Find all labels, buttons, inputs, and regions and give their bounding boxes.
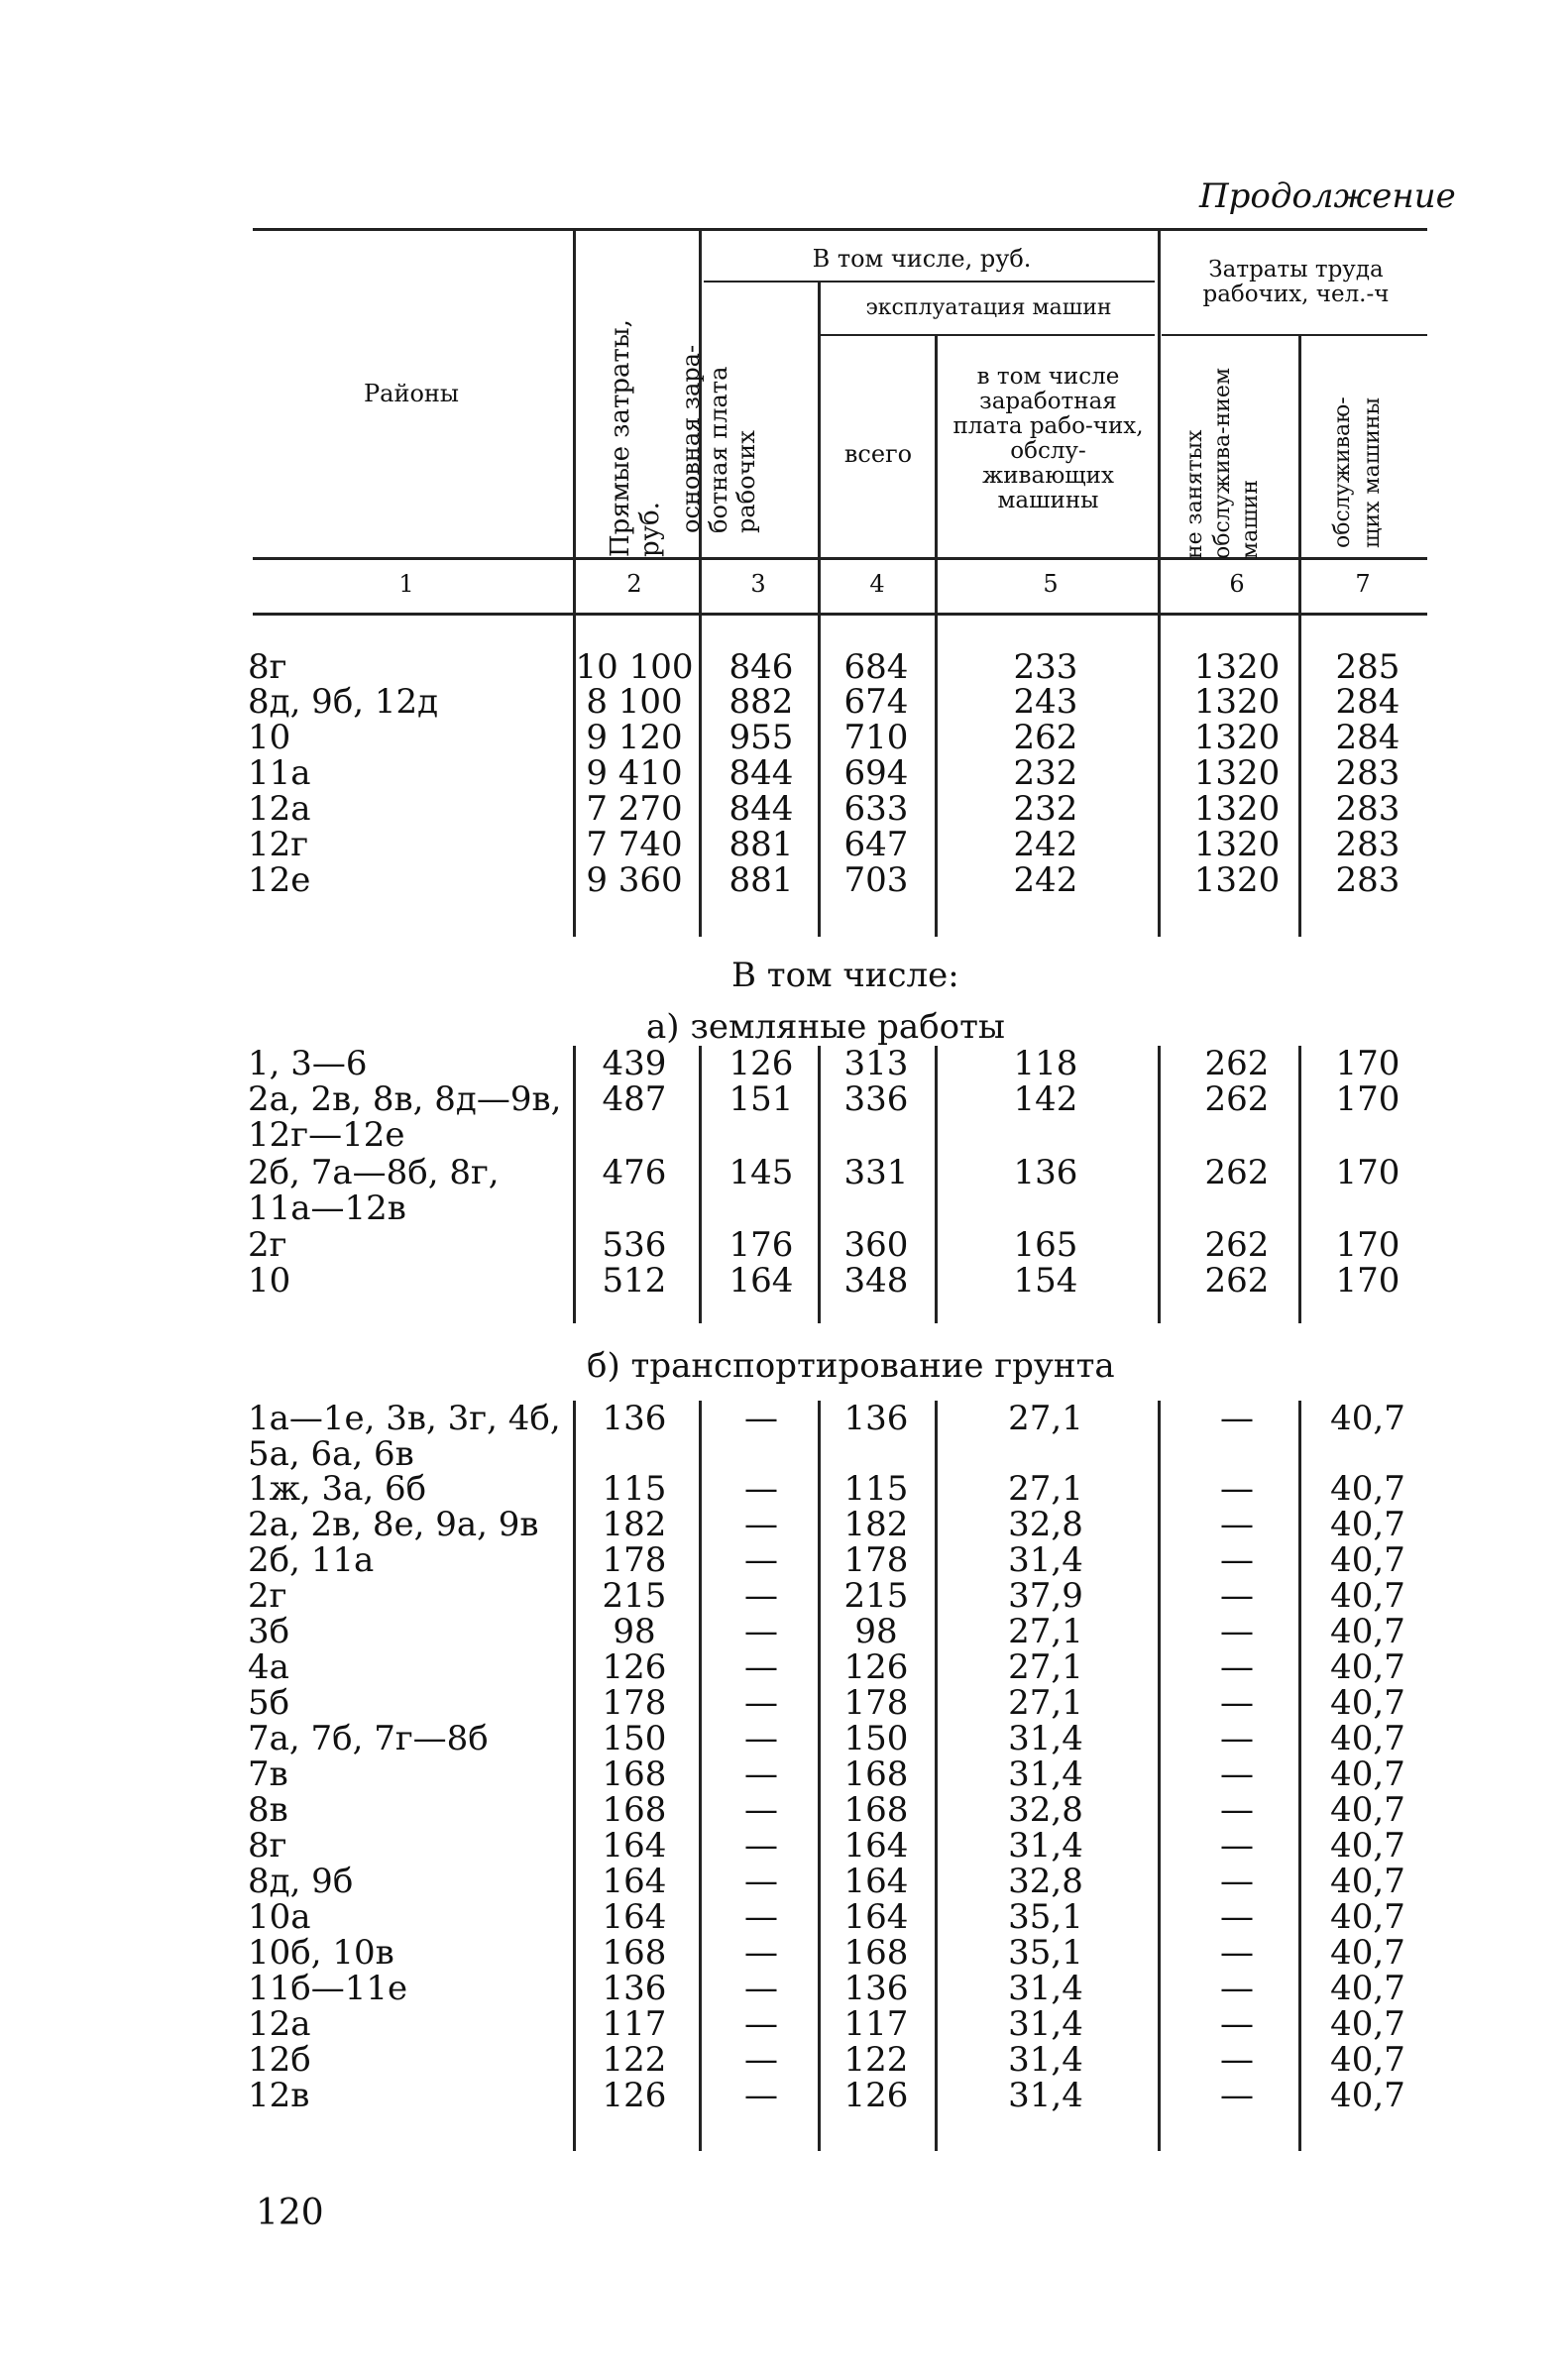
table-cell-c6: — — [1220, 1754, 1254, 1794]
header-not-busy: не занятых обслужива-нием машин — [1182, 367, 1263, 559]
table-cell-c2: 164 — [602, 1897, 667, 1937]
table-row-region: 8в — [248, 1790, 288, 1830]
table-cell-c7: 283 — [1335, 789, 1400, 829]
section-title-incl: В том числе: — [731, 956, 959, 995]
header-vline-3 — [818, 281, 821, 613]
table-cell-c7: 40,7 — [1330, 1576, 1405, 1616]
table-cell-c2: 9 360 — [586, 860, 683, 900]
table-cell-c4: 164 — [843, 1897, 909, 1937]
col-number-6: 6 — [1229, 570, 1245, 598]
table-cell-c7: 40,7 — [1330, 1399, 1405, 1438]
table-cell-c5: 232 — [1013, 753, 1078, 793]
table-cell-c2: 476 — [602, 1153, 667, 1192]
table-cell-c7: 170 — [1335, 1225, 1400, 1265]
table-cell-c2: 7 740 — [586, 825, 683, 864]
table-cell-c5: 31,4 — [1008, 1719, 1083, 1758]
table-cell-c5: 31,4 — [1008, 1826, 1083, 1866]
table-cell-c7: 284 — [1335, 682, 1400, 722]
table-cell-c4: 336 — [843, 1079, 909, 1119]
table-cell-c6: 262 — [1204, 1261, 1270, 1301]
table-cell-c7: 285 — [1335, 647, 1400, 687]
table-cell-c4: 633 — [843, 789, 909, 829]
table-cell-c5: 27,1 — [1008, 1683, 1083, 1723]
rule-under-labor-costs — [1162, 334, 1427, 336]
table-cell-c2: 168 — [602, 1790, 667, 1830]
table-cell-c6: 262 — [1204, 1079, 1270, 1119]
table-row-region: 2г — [248, 1225, 287, 1265]
table-cell-c6: 1320 — [1193, 718, 1281, 757]
table-cell-c3: — — [744, 1790, 778, 1830]
rule-below-col-numbers — [253, 613, 1427, 616]
table-cell-c7: 170 — [1335, 1044, 1400, 1083]
table-cell-c3: 882 — [728, 682, 794, 722]
table-row-region: 3б — [248, 1612, 290, 1651]
table-cell-c4: 126 — [843, 1647, 909, 1687]
table-cell-c4: 215 — [843, 1576, 909, 1616]
table-cell-c3: 955 — [728, 718, 794, 757]
header-vline-4 — [935, 334, 938, 613]
header-direct-costs: Прямые затраты, руб. — [606, 319, 665, 557]
table-cell-c6: 262 — [1204, 1044, 1270, 1083]
table-cell-c6: — — [1220, 1897, 1254, 1937]
table-cell-c3: — — [744, 1647, 778, 1687]
table-cell-c4: 168 — [843, 1754, 909, 1794]
header-vline-1 — [573, 228, 576, 613]
table-cell-c7: 40,7 — [1330, 1862, 1405, 1901]
table-cell-c4: 164 — [843, 1826, 909, 1866]
table-cell-c6: — — [1220, 1969, 1254, 2008]
col-number-4: 4 — [869, 570, 885, 598]
table-cell-c4: 168 — [843, 1790, 909, 1830]
table-cell-c4: 117 — [843, 2004, 909, 2044]
table-row-region: 2г — [248, 1576, 287, 1616]
table-cell-c4: 164 — [843, 1862, 909, 1901]
table-row-region: 10 — [248, 718, 291, 757]
table-cell-c3: — — [744, 1683, 778, 1723]
table-row-region: 1, 3—6 — [248, 1044, 368, 1083]
table-row-region-cont: 11а—12в — [248, 1188, 406, 1228]
table-cell-c5: 136 — [1013, 1153, 1078, 1192]
table-cell-c7: 170 — [1335, 1261, 1400, 1301]
header-serving: обслуживаю-щих машины — [1330, 396, 1385, 548]
table-row-region: 11б—11е — [248, 1969, 408, 2008]
table-cell-c2: 117 — [602, 2004, 667, 2044]
table-cell-c4: 178 — [843, 1683, 909, 1723]
table-cell-c3: — — [744, 1933, 778, 1973]
header-regions: Районы — [364, 380, 459, 407]
table-cell-c2: 487 — [602, 1079, 667, 1119]
table-cell-c7: 40,7 — [1330, 2040, 1405, 2080]
table-cell-c2: 215 — [602, 1576, 667, 1616]
table-cell-c7: 40,7 — [1330, 1683, 1405, 1723]
table-cell-c5: 165 — [1013, 1225, 1078, 1265]
table-cell-c3: — — [744, 1612, 778, 1651]
table-row-region: 10а — [248, 1897, 311, 1937]
table-cell-c7: 40,7 — [1330, 2076, 1405, 2115]
table-cell-c7: 40,7 — [1330, 1647, 1405, 1687]
table-cell-c2: 126 — [602, 2076, 667, 2115]
table-cell-c3: — — [744, 2076, 778, 2115]
table-cell-c2: 178 — [602, 1683, 667, 1723]
table-cell-c2: 439 — [602, 1044, 667, 1083]
table-cell-c5: 31,4 — [1008, 2004, 1083, 2044]
table-cell-c7: 40,7 — [1330, 1612, 1405, 1651]
table-cell-c3: — — [744, 1897, 778, 1937]
section-subtitle-earthworks: а) земляные работы — [646, 1007, 1005, 1047]
table-cell-c3: 176 — [728, 1225, 794, 1265]
table-cell-c2: 98 — [613, 1612, 656, 1651]
table-cell-c3: 881 — [728, 825, 794, 864]
table-cell-c5: 233 — [1013, 647, 1078, 687]
table-row-region: 7в — [248, 1754, 288, 1794]
table-cell-c2: 182 — [602, 1505, 667, 1544]
table-row-region: 12в — [248, 2076, 310, 2115]
table-cell-c7: 283 — [1335, 860, 1400, 900]
table-cell-c7: 40,7 — [1330, 1719, 1405, 1758]
col-number-3: 3 — [750, 570, 766, 598]
table-row-region: 12а — [248, 2004, 311, 2044]
col-number-2: 2 — [626, 570, 642, 598]
table-cell-c6: — — [1220, 1399, 1254, 1438]
table-cell-c3: 844 — [728, 789, 794, 829]
table-cell-c3: — — [744, 1826, 778, 1866]
table-cell-c6: — — [1220, 1612, 1254, 1651]
body-vline — [1158, 1401, 1161, 2151]
table-cell-c7: 40,7 — [1330, 2004, 1405, 2044]
page-number: 120 — [256, 2193, 324, 2233]
table-cell-c4: 674 — [843, 682, 909, 722]
table-cell-c6: — — [1220, 1540, 1254, 1580]
table-cell-c5: 27,1 — [1008, 1469, 1083, 1509]
table-cell-c5: 31,4 — [1008, 2076, 1083, 2115]
body-vline — [1158, 1046, 1161, 1323]
col-number-7: 7 — [1355, 570, 1371, 598]
table-cell-c3: — — [744, 1469, 778, 1509]
table-cell-c7: 40,7 — [1330, 1969, 1405, 2008]
table-cell-c5: 32,8 — [1008, 1790, 1083, 1830]
table-cell-c3: — — [744, 1399, 778, 1438]
table-cell-c5: 32,8 — [1008, 1862, 1083, 1901]
table-cell-c5: 35,1 — [1008, 1897, 1083, 1937]
table-cell-c6: — — [1220, 1576, 1254, 1616]
table-cell-c4: 703 — [843, 860, 909, 900]
table-cell-c6: — — [1220, 1647, 1254, 1687]
header-base-wage: основная зара-ботная плата рабочих — [677, 344, 760, 533]
table-row-region: 10 — [248, 1261, 291, 1301]
table-cell-c4: 647 — [843, 825, 909, 864]
table-cell-c3: 846 — [728, 647, 794, 687]
table-cell-c5: 242 — [1013, 860, 1078, 900]
table-cell-c5: 154 — [1013, 1261, 1078, 1301]
table-cell-c2: 178 — [602, 1540, 667, 1580]
table-cell-c4: 313 — [843, 1044, 909, 1083]
table-row-region: 2б, 11а — [248, 1540, 375, 1580]
rule-under-incl-rub — [704, 281, 1155, 283]
table-cell-c6: 1320 — [1193, 825, 1281, 864]
table-cell-c2: 7 270 — [586, 789, 683, 829]
continuation-label: Продолжение — [1199, 176, 1456, 216]
table-cell-c4: 122 — [843, 2040, 909, 2080]
table-cell-c6: — — [1220, 2040, 1254, 2080]
table-row-region: 5б — [248, 1683, 290, 1723]
table-cell-c3: 881 — [728, 860, 794, 900]
table-cell-c2: 168 — [602, 1933, 667, 1973]
table-cell-c7: 40,7 — [1330, 1897, 1405, 1937]
table-row-region: 2а, 2в, 8в, 8д—9в, — [248, 1079, 562, 1119]
header-machine-operation: эксплуатация машин — [865, 295, 1112, 320]
table-cell-c2: 512 — [602, 1261, 667, 1301]
table-cell-c5: 118 — [1013, 1044, 1078, 1083]
table-cell-c6: 1320 — [1193, 860, 1281, 900]
table-row-region: 4а — [248, 1647, 289, 1687]
table-cell-c6: 262 — [1204, 1225, 1270, 1265]
table-cell-c6: — — [1220, 1933, 1254, 1973]
table-cell-c7: 283 — [1335, 753, 1400, 793]
table-cell-c4: 331 — [843, 1153, 909, 1192]
table-cell-c4: 136 — [843, 1969, 909, 2008]
table-row-region: 1а—1е, 3в, 3г, 4б, — [248, 1399, 561, 1438]
table-cell-c5: 35,1 — [1008, 1933, 1083, 1973]
table-cell-c2: 126 — [602, 1647, 667, 1687]
table-cell-c6: 1320 — [1193, 789, 1281, 829]
table-row-region: 12а — [248, 789, 311, 829]
table-cell-c6: — — [1220, 2076, 1254, 2115]
table-cell-c2: 9 410 — [586, 753, 683, 793]
table-row-region: 2б, 7а—8б, 8г, — [248, 1153, 500, 1192]
table-row-region: 12е — [248, 860, 311, 900]
body-vline — [1158, 615, 1161, 937]
table-cell-c5: 31,4 — [1008, 1540, 1083, 1580]
table-cell-c5: 31,4 — [1008, 2040, 1083, 2080]
table-cell-c4: 115 — [843, 1469, 909, 1509]
table-cell-c7: 283 — [1335, 825, 1400, 864]
table-cell-c5: 142 — [1013, 1079, 1078, 1119]
table-cell-c4: 360 — [843, 1225, 909, 1265]
table-cell-c3: — — [744, 1505, 778, 1544]
table-cell-c2: 122 — [602, 2040, 667, 2080]
table-cell-c4: 348 — [843, 1261, 909, 1301]
table-cell-c2: 8 100 — [586, 682, 683, 722]
table-cell-c3: 145 — [728, 1153, 794, 1192]
header-vline-5 — [1158, 228, 1161, 613]
table-row-region: 12г — [248, 825, 309, 864]
table-cell-c3: — — [744, 2004, 778, 2044]
table-cell-c4: 182 — [843, 1505, 909, 1544]
table-cell-c5: 27,1 — [1008, 1399, 1083, 1438]
table-cell-c7: 40,7 — [1330, 1540, 1405, 1580]
header-incl-rub: В том числе, руб. — [812, 245, 1032, 273]
col-number-1: 1 — [398, 570, 414, 598]
table-cell-c2: 164 — [602, 1862, 667, 1901]
table-cell-c4: 684 — [843, 647, 909, 687]
table-cell-c6: 1320 — [1193, 647, 1281, 687]
table-cell-c5: 232 — [1013, 789, 1078, 829]
table-cell-c6: 262 — [1204, 1153, 1270, 1192]
table-cell-c5: 31,4 — [1008, 1754, 1083, 1794]
table-cell-c7: 40,7 — [1330, 1754, 1405, 1794]
table-cell-c4: 136 — [843, 1399, 909, 1438]
col-number-5: 5 — [1043, 570, 1059, 598]
table-row-region-cont: 12г—12е — [248, 1115, 405, 1155]
table-cell-c4: 98 — [854, 1612, 898, 1651]
table-cell-c2: 150 — [602, 1719, 667, 1758]
table-cell-c2: 136 — [602, 1969, 667, 2008]
table-cell-c3: — — [744, 1969, 778, 2008]
header-incl-wage: в том числе заработная плата рабо-чих, обслу-живающих машины — [952, 364, 1144, 513]
table-cell-c3: 151 — [728, 1079, 794, 1119]
table-cell-c6: — — [1220, 1469, 1254, 1509]
table-cell-c3: 844 — [728, 753, 794, 793]
table-cell-c4: 178 — [843, 1540, 909, 1580]
table-cell-c5: 242 — [1013, 825, 1078, 864]
table-cell-c3: — — [744, 1754, 778, 1794]
table-cell-c7: 40,7 — [1330, 1933, 1405, 1973]
table-cell-c6: — — [1220, 1862, 1254, 1901]
table-cell-c3: — — [744, 1862, 778, 1901]
table-row-region: 2а, 2в, 8е, 9а, 9в — [248, 1505, 539, 1544]
table-cell-c3: 164 — [728, 1261, 794, 1301]
table-row-region: 1ж, 3а, 6б — [248, 1469, 427, 1509]
table-row-region: 10б, 10в — [248, 1933, 394, 1973]
table-cell-c5: 32,8 — [1008, 1505, 1083, 1544]
header-vline-6 — [1298, 334, 1301, 613]
table-cell-c5: 27,1 — [1008, 1647, 1083, 1687]
table-cell-c2: 136 — [602, 1399, 667, 1438]
table-cell-c6: — — [1220, 2004, 1254, 2044]
table-cell-c7: 40,7 — [1330, 1505, 1405, 1544]
table-cell-c7: 170 — [1335, 1153, 1400, 1192]
table-row-region-cont: 5а, 6а, 6в — [248, 1434, 414, 1474]
header-labor-costs: Затраты труда рабочих, чел.-ч — [1202, 257, 1390, 307]
table-cell-c2: 115 — [602, 1469, 667, 1509]
table-cell-c3: — — [744, 2040, 778, 2080]
table-cell-c6: — — [1220, 1505, 1254, 1544]
table-cell-c7: 40,7 — [1330, 1469, 1405, 1509]
table-row-region: 12б — [248, 2040, 311, 2080]
table-cell-c6: 1320 — [1193, 753, 1281, 793]
table-cell-c5: 31,4 — [1008, 1969, 1083, 2008]
table-cell-c3: — — [744, 1719, 778, 1758]
table-cell-c4: 126 — [843, 2076, 909, 2115]
table-cell-c2: 10 100 — [575, 647, 694, 687]
table-cell-c3: 126 — [728, 1044, 794, 1083]
table-cell-c2: 168 — [602, 1754, 667, 1794]
table-top-rule — [253, 228, 1427, 231]
table-row-region: 8д, 9б — [248, 1862, 354, 1901]
table-row-region: 8д, 9б, 12д — [248, 682, 439, 722]
table-cell-c7: 40,7 — [1330, 1790, 1405, 1830]
table-cell-c6: — — [1220, 1826, 1254, 1866]
table-row-region: 8г — [248, 647, 287, 687]
table-cell-c5: 27,1 — [1008, 1612, 1083, 1651]
table-row-region: 8г — [248, 1826, 287, 1866]
table-cell-c3: — — [744, 1540, 778, 1580]
table-cell-c6: — — [1220, 1719, 1254, 1758]
table-cell-c2: 164 — [602, 1826, 667, 1866]
table-cell-c3: — — [744, 1576, 778, 1616]
table-cell-c7: 40,7 — [1330, 1826, 1405, 1866]
table-cell-c6: — — [1220, 1790, 1254, 1830]
table-cell-c5: 37,9 — [1008, 1576, 1083, 1616]
table-row-region: 11а — [248, 753, 311, 793]
table-cell-c4: 694 — [843, 753, 909, 793]
table-row-region: 7а, 7б, 7г—8б — [248, 1719, 489, 1758]
table-cell-c2: 536 — [602, 1225, 667, 1265]
table-cell-c6: — — [1220, 1683, 1254, 1723]
table-cell-c6: 1320 — [1193, 682, 1281, 722]
table-cell-c2: 9 120 — [586, 718, 683, 757]
table-cell-c5: 243 — [1013, 682, 1078, 722]
table-cell-c4: 168 — [843, 1933, 909, 1973]
table-cell-c7: 170 — [1335, 1079, 1400, 1119]
rule-under-machine-op — [821, 334, 1155, 336]
section-title-transport: б) транспортирование грунта — [587, 1346, 1115, 1386]
table-cell-c4: 150 — [843, 1719, 909, 1758]
table-cell-c4: 710 — [843, 718, 909, 757]
table-cell-c7: 284 — [1335, 718, 1400, 757]
header-total: всего — [843, 440, 913, 468]
table-cell-c5: 262 — [1013, 718, 1078, 757]
